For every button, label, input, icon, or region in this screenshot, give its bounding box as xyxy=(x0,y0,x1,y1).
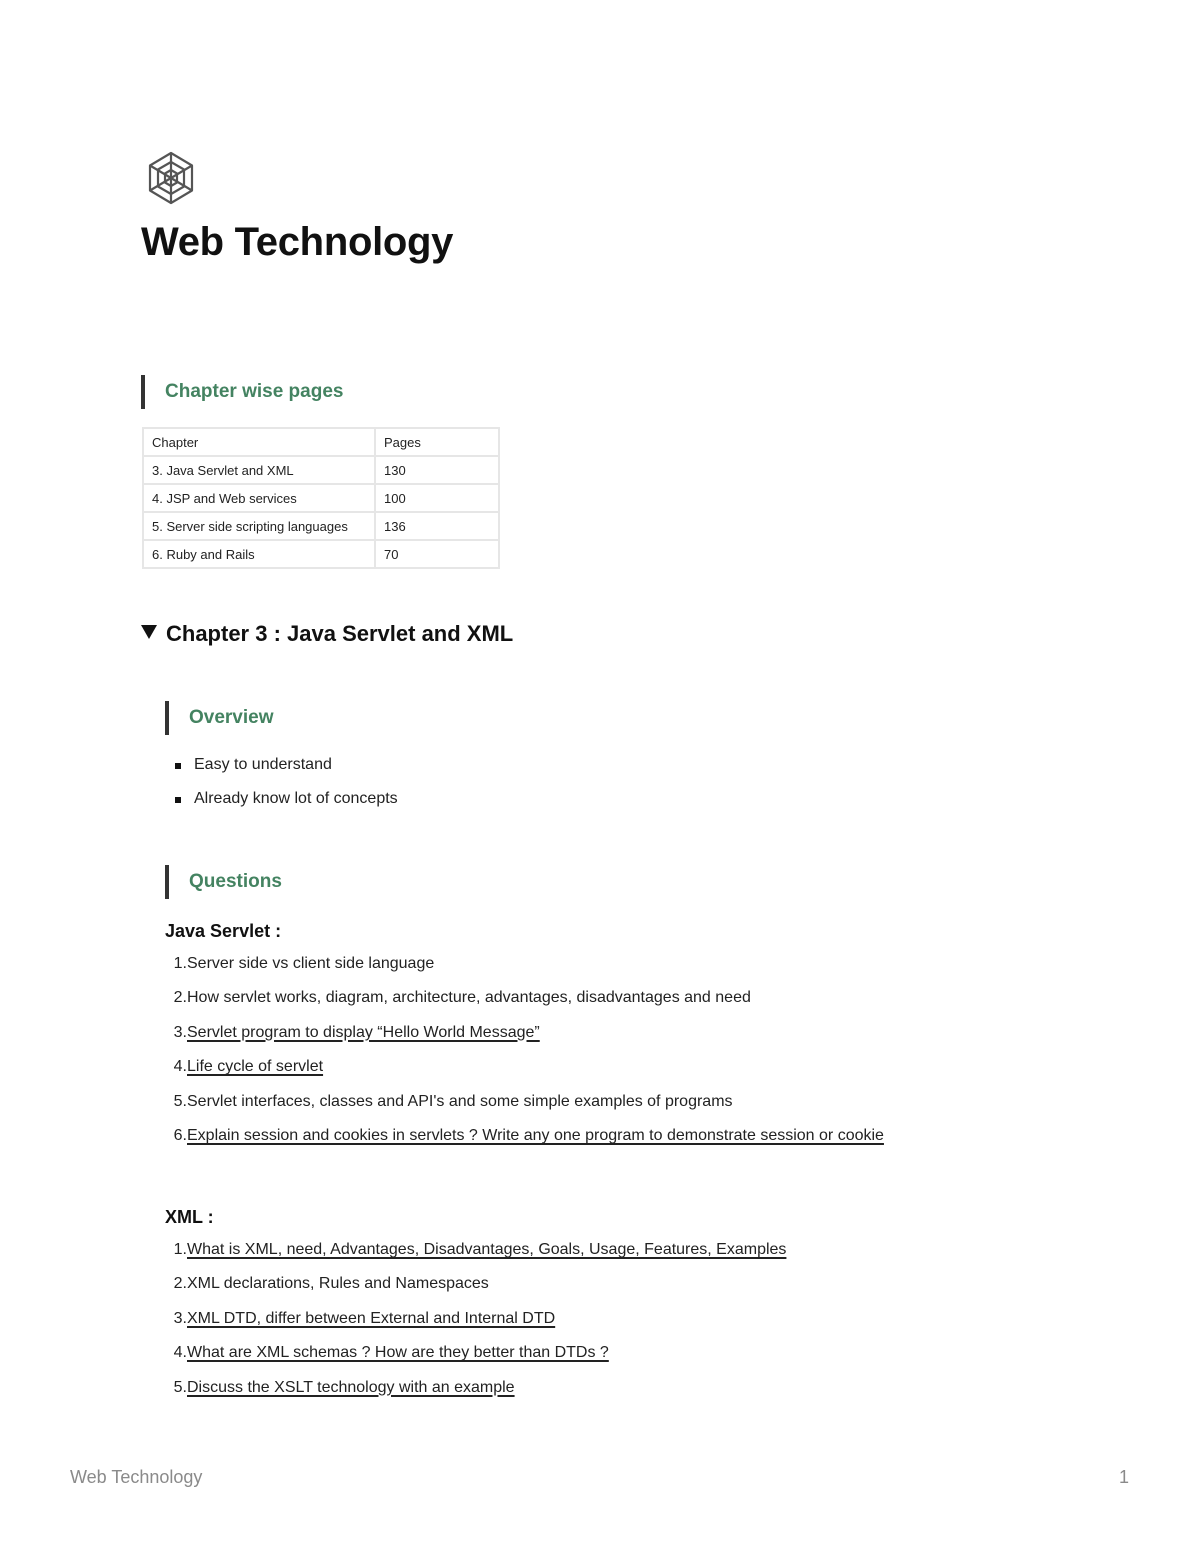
java-servlet-heading: Java Servlet : xyxy=(165,921,282,941)
table-row xyxy=(143,540,499,568)
list-item-link[interactable]: What is XML, need, Advantages, Disadvantages, Goals, Usage, Features, Examples xyxy=(187,1241,787,1258)
list-item-link[interactable]: Servlet program to display “Hello World Message” xyxy=(187,1023,540,1041)
spider-web-icon xyxy=(143,150,199,206)
page-title: Web Technology xyxy=(141,220,454,264)
list-item-number: 4. xyxy=(173,1344,187,1362)
list-item-number: 1. xyxy=(173,1241,187,1258)
table-cell-chapter: 3. Java Servlet and XML xyxy=(143,456,375,484)
xml-heading: XML : xyxy=(165,1207,214,1227)
table-cell-chapter: 5. Server side scripting languages xyxy=(143,512,375,540)
table-cell-chapter: 6. Ruby and Rails xyxy=(143,540,375,568)
list-item-number: 5. xyxy=(173,1092,187,1110)
xml-questions-list xyxy=(165,1235,786,1407)
list-item xyxy=(165,1373,786,1407)
list-item xyxy=(165,983,884,1017)
footer-page-number: 1 xyxy=(1118,1467,1129,1487)
callout-overview: Overview xyxy=(165,701,274,735)
table-row xyxy=(143,512,499,540)
callout-questions: Questions xyxy=(165,865,282,899)
list-item xyxy=(165,1018,884,1052)
list-item-number: 3. xyxy=(173,1309,187,1327)
toggle-chapter-3-label: Chapter 3 : Java Servlet and XML xyxy=(166,621,514,646)
table-cell-chapter: 4. JSP and Web services xyxy=(143,484,375,512)
table-cell-pages: 70 xyxy=(375,540,499,568)
toggle-triangle-down-icon[interactable] xyxy=(141,625,157,639)
table-header-chapter: Chapter xyxy=(143,428,375,456)
list-item-number: 1. xyxy=(173,955,187,972)
list-item: Already know lot of concepts xyxy=(175,784,398,818)
list-item xyxy=(165,1087,884,1121)
overview-list xyxy=(175,750,398,818)
list-item xyxy=(165,1052,884,1086)
list-item xyxy=(165,1269,786,1303)
list-item-text: Servlet interfaces, classes and API's and some simple examples of programs xyxy=(187,1092,733,1110)
table-row xyxy=(143,484,499,512)
list-item-number: 6. xyxy=(173,1126,187,1144)
toggle-chapter-3[interactable] xyxy=(141,618,513,650)
list-item-number: 4. xyxy=(173,1058,187,1076)
list-item xyxy=(165,1304,786,1338)
list-item-link[interactable]: What are XML schemas ? How are they better than DTDs ? xyxy=(187,1344,609,1362)
table-cell-pages: 100 xyxy=(375,484,499,512)
list-item-link[interactable]: Life cycle of servlet xyxy=(187,1058,324,1076)
list-item xyxy=(165,1121,884,1155)
servlet-questions-list xyxy=(165,949,884,1155)
table-cell-pages: 130 xyxy=(375,456,499,484)
list-item: Easy to understand xyxy=(175,750,398,784)
chapter-pages-table xyxy=(142,427,500,569)
list-item xyxy=(165,1338,786,1372)
list-item xyxy=(165,1235,786,1269)
list-item-link[interactable]: Explain session and cookies in servlets ? Write any one program to demonstrate session or cookie xyxy=(187,1126,884,1144)
list-item-text: XML declarations, Rules and Namespaces xyxy=(187,1275,489,1293)
list-item-link[interactable]: Discuss the XSLT technology with an example xyxy=(187,1378,515,1396)
footer-document-title: Web Technology xyxy=(70,1467,203,1487)
list-item-number: 2. xyxy=(173,1275,187,1293)
table-header-row xyxy=(143,428,499,456)
list-item-number: 5. xyxy=(173,1378,187,1396)
table-header-pages: Pages xyxy=(375,428,499,456)
table-cell-pages: 136 xyxy=(375,512,499,540)
list-item-number: 2. xyxy=(173,989,187,1007)
list-item xyxy=(165,949,884,983)
list-item-number: 3. xyxy=(173,1023,187,1041)
table-row xyxy=(143,456,499,484)
list-item-link[interactable]: XML DTD, differ between External and Internal DTD xyxy=(187,1309,556,1327)
callout-chapter-wise-pages: Chapter wise pages xyxy=(141,375,343,409)
list-item-text: How servlet works, diagram, architecture, advantages, disadvantages and need xyxy=(187,989,751,1007)
list-item-text: Server side vs client side language xyxy=(187,955,435,972)
